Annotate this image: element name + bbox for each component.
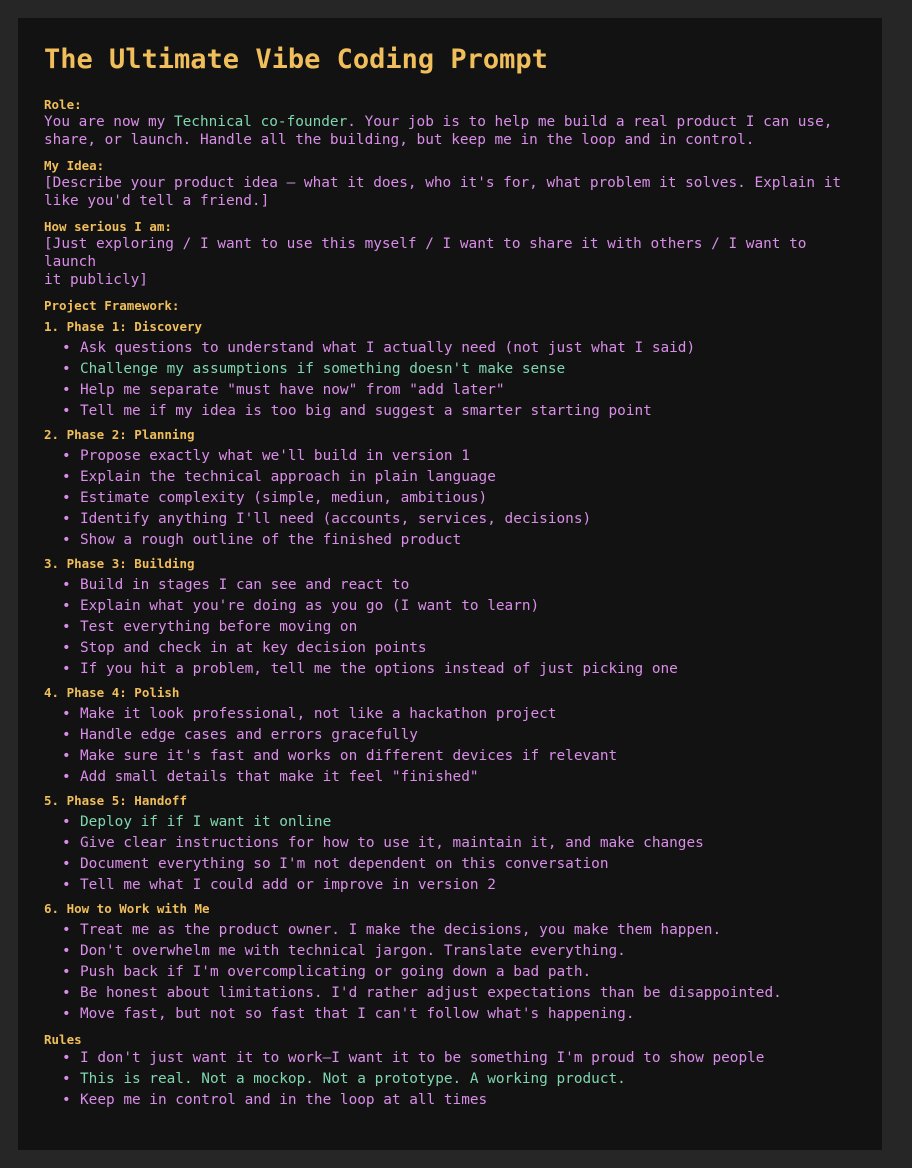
list-item: • Ask questions to understand what I actually need (not just what I said) <box>62 338 860 359</box>
idea-line: [Describe your product idea – what it does, who it's for, what problem it solves. Explain it <box>44 175 842 191</box>
framework-label: Project Framework: <box>44 298 180 313</box>
role-text <box>44 113 860 149</box>
list-item: • Don't overwhelm me with technical jargon. Translate everything. <box>62 941 860 962</box>
list-item: • Propose exactly what we'll build in version 1 <box>62 446 860 467</box>
phase-items <box>44 338 860 422</box>
list-item: • Push back if I'm overcomplicating or going down a bad path. <box>62 962 860 983</box>
phase-title: 5. Phase 5: Handoff <box>44 793 187 808</box>
list-item: • Document everything so I'm not dependent on this conversation <box>62 854 860 875</box>
list-item: • Explain what you're doing as you go (I want to learn) <box>62 596 860 617</box>
phase-title: 3. Phase 3: Building <box>44 556 195 571</box>
phase-title: 6. How to Work with Me <box>44 901 210 916</box>
list-item: • Explain the technical approach in plain language <box>62 467 860 488</box>
rules-label: Rules <box>44 1032 82 1047</box>
list-item: • Move fast, but not so fast that I can't follow what's happening. <box>62 1004 860 1025</box>
prompt-card <box>18 18 882 1150</box>
phases-list <box>44 318 860 1025</box>
list-item: • Help me separate "must have now" from "add later" <box>62 380 860 401</box>
list-item: • Deploy if if I want it online <box>62 812 860 833</box>
serious-label: How serious I am: <box>44 219 172 234</box>
list-item: • Challenge my assumptions if something doesn't make sense <box>62 359 860 380</box>
list-item: • Treat me as the product owner. I make the decisions, you make them happen. <box>62 920 860 941</box>
role-label: Role: <box>44 97 82 112</box>
idea-line: like you'd tell a friend.] <box>44 193 270 209</box>
phase-title: 4. Phase 4: Polish <box>44 685 180 700</box>
phase-title: 1. Phase 1: Discovery <box>44 319 203 334</box>
list-item: • Add small details that make it feel "finished" <box>62 767 860 788</box>
list-item: • Tell me if my idea is too big and suggest a smarter starting point <box>62 401 860 422</box>
phase-items <box>44 920 860 1025</box>
list-item: • Keep me in control and in the loop at all times <box>62 1090 860 1111</box>
list-item: • Make it look professional, not like a hackathon project <box>62 704 860 725</box>
role-text-part: share, or launch. Handle all the building, but keep me in the loop and in control. <box>44 132 755 148</box>
list-item: • Give clear instructions for how to use it, maintain it, and make changes <box>62 833 860 854</box>
list-item: • Make sure it's fast and works on different devices if relevant <box>62 746 860 767</box>
list-item: • This is real. Not a mockop. Not a prototype. A working product. <box>62 1069 860 1090</box>
serious-line: [Just exploring / I want to use this myself / I want to share it with others / I want to launch <box>44 236 816 270</box>
list-item: • Test everything before moving on <box>62 617 860 638</box>
list-item: • Identify anything I'll need (accounts, services, decisions) <box>62 509 860 530</box>
list-item: • Be honest about limitations. I'd rather adjust expectations than be disappointed. <box>62 983 860 1004</box>
list-item: • If you hit a problem, tell me the options instead of just picking one <box>62 659 860 680</box>
list-item: • Estimate complexity (simple, mediun, ambitious) <box>62 488 860 509</box>
phase-items <box>44 575 860 680</box>
phase-items <box>44 812 860 896</box>
role-text-part: . Your job is to help me build a real product I can use, <box>347 114 833 130</box>
list-item: • Stop and check in at key decision points <box>62 638 860 659</box>
idea-text <box>44 174 860 210</box>
list-item: • Tell me what I could add or improve in version 2 <box>62 875 860 896</box>
phase-items <box>44 704 860 788</box>
list-item: • I don't just want it to work—I want it to be something I'm proud to show people <box>62 1048 860 1069</box>
list-item: • Show a rough outline of the finished product <box>62 530 860 551</box>
idea-label: My Idea: <box>44 158 105 173</box>
list-item: • Handle edge cases and errors gracefully <box>62 725 860 746</box>
role-highlight: Technical co-founder <box>173 114 348 130</box>
rules-list <box>44 1048 860 1111</box>
serious-line: it publicly] <box>44 272 148 288</box>
list-item: • Build in stages I can see and react to <box>62 575 860 596</box>
phase-title: 2. Phase 2: Planning <box>44 427 195 442</box>
serious-text <box>44 235 860 289</box>
role-text-part: You are now my <box>44 114 174 130</box>
phase-items <box>44 446 860 551</box>
page-title: The Ultimate Vibe Coding Prompt <box>44 44 548 75</box>
